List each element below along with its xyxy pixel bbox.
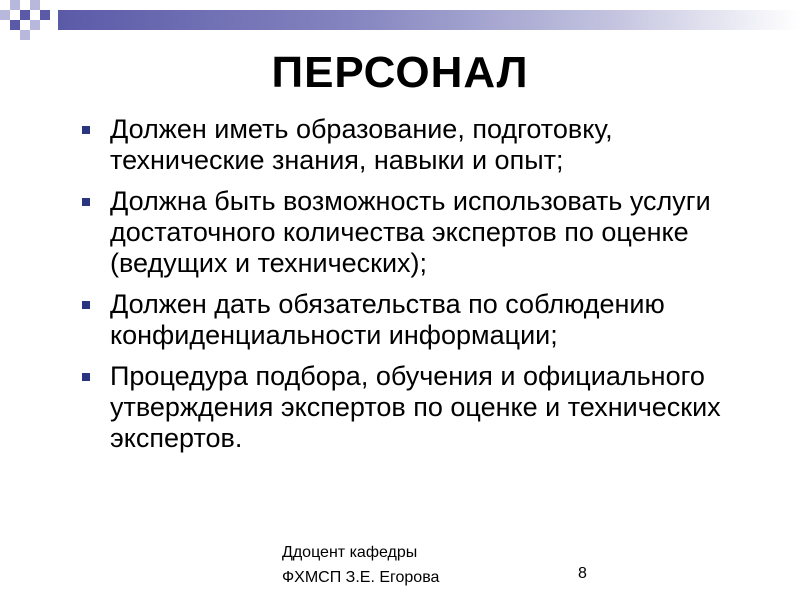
bullet-text: Процедура подбора, обучения и официального утверждения экспертов по оценке и технических экспертов. (110, 361, 721, 453)
bullet-text: Должен дать обязательства по соблюдению конфиденциальности информации; (110, 289, 665, 350)
bullet-text: Должна быть возможность использовать услуги достаточного количества экспертов по оценке (ведущих и технических); (110, 186, 711, 278)
square-bullet-icon (82, 198, 90, 206)
slide-title: ПЕРСОНАЛ (271, 48, 529, 97)
footer-author-line: ФХМСП З.Е. Егорова (282, 569, 440, 586)
decorative-square (10, 20, 20, 30)
bullet-item (70, 186, 760, 279)
decorative-square (20, 10, 30, 20)
decorative-header-band (0, 0, 800, 40)
decorative-square (20, 30, 30, 40)
decorative-square (30, 0, 40, 10)
bullet-list (70, 114, 760, 464)
square-bullet-icon (82, 373, 90, 381)
page-number: 8 (578, 565, 587, 582)
bullet-item (70, 361, 760, 454)
bullet-item (70, 114, 760, 176)
footer-author (282, 540, 439, 590)
decorative-square (10, 0, 20, 10)
square-bullet-icon (82, 126, 90, 134)
header-gradient-bar (58, 10, 800, 30)
footer-author-line: Ддоцент кафедры (282, 544, 418, 561)
bullet-item (70, 289, 760, 351)
square-bullet-icon (82, 301, 90, 309)
decorative-square (30, 20, 40, 30)
bullet-text: Должен иметь образование, подготовку, технические знания, навыки и опыт; (110, 114, 613, 175)
decorative-square (0, 10, 10, 20)
decorative-square (40, 10, 50, 20)
